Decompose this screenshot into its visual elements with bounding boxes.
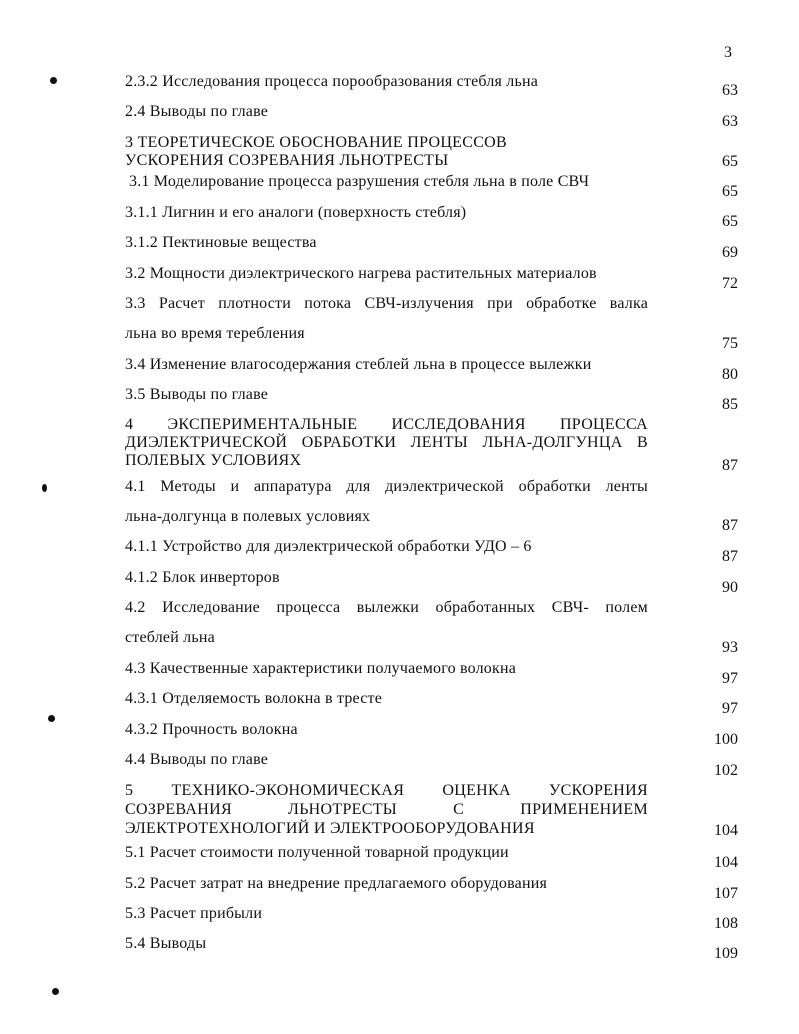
toc-entry-5-1: 5.1 Расчет стоимости полученной товарной продукции xyxy=(125,844,509,861)
toc-chapter-4-title: 4 ЭКСПЕРИМЕНТАЛЬНЫЕ ИССЛЕДОВАНИЯ ПРОЦЕССА xyxy=(125,416,648,433)
toc-page-4-4: 102 xyxy=(714,762,738,779)
toc-entry-3-1-1: 3.1.1 Лигнин и его аналоги (поверхность стебля) xyxy=(125,204,467,221)
toc-entry-3-2: 3.2 Мощности диэлектрического нагрева растительных материалов xyxy=(125,265,597,282)
toc-entry-5-4: 5.4 Выводы xyxy=(125,935,207,952)
toc-entry-4-1-1: 4.1.1 Устройство для диэлектрической обработки УДО – 6 xyxy=(125,538,532,555)
toc-page-4: 87 xyxy=(722,457,738,474)
toc-page-3-1: 65 xyxy=(722,183,738,200)
toc-page-2-3-2: 63 xyxy=(722,82,738,99)
toc-chapter-3-title: 3 ТЕОРЕТИЧЕСКОЕ ОБОСНОВАНИЕ ПРОЦЕССОВ xyxy=(125,134,508,151)
toc-entry-3-1: 3.1 Моделирование процесса разрушения стебля льна в поле СВЧ xyxy=(129,173,590,190)
toc-entry-4-2: 4.2 Исследование процесса вылежки обработанных СВЧ- полем xyxy=(125,599,648,616)
toc-page-3-1-1: 65 xyxy=(722,213,738,230)
page-number: 3 xyxy=(724,44,732,61)
toc-entry-5-2: 5.2 Расчет затрат на внедрение предлагаемого оборудования xyxy=(125,875,548,892)
toc-entry-3-4: 3.4 Изменение влагосодержания стеблей льна в процессе вылежки xyxy=(125,356,592,373)
toc-entry-4-2: стеблей льна xyxy=(125,629,215,646)
binding-hole-mark xyxy=(48,715,55,722)
toc-chapter-3-title: УСКОРЕНИЯ СОЗРЕВАНИЯ ЛЬНОТРЕСТЫ xyxy=(125,152,449,169)
toc-entry-3-3: льна во время теребления xyxy=(125,325,305,342)
toc-page-4-3-1: 97 xyxy=(722,700,738,717)
toc-page-4-1-2: 90 xyxy=(722,579,738,596)
toc-entry-4-3-1: 4.3.1 Отделяемость волокна в тресте xyxy=(125,690,383,707)
toc-page-4-2: 93 xyxy=(722,639,738,656)
toc-chapter-5-title: СОЗРЕВАНИЯ ЛЬНОТРЕСТЫ С ПРИМЕНЕНИЕМ xyxy=(125,801,648,818)
toc-entry-2-3-2: 2.3.2 Исследования процесса порообразования стебля льна xyxy=(125,73,539,90)
binding-hole-mark xyxy=(42,484,47,492)
toc-entry-5-3: 5.3 Расчет прибыли xyxy=(125,905,263,922)
toc-entry-3-1-2: 3.1.2 Пектиновые вещества xyxy=(125,234,317,251)
toc-page-4-1: 87 xyxy=(722,517,738,534)
toc-page-5-2: 107 xyxy=(714,885,738,902)
toc-chapter-5-title: 5 ТЕХНИКО-ЭКОНОМИЧЕСКАЯ ОЦЕНКА УСКОРЕНИЯ xyxy=(125,782,648,799)
toc-entry-4-4: 4.4 Выводы по главе xyxy=(125,751,269,768)
toc-entry-4-1: 4.1 Методы и аппаратура для диэлектрической обработки ленты xyxy=(125,478,648,495)
toc-page-4-1-1: 87 xyxy=(722,548,738,565)
toc-page-3-1-2: 69 xyxy=(722,244,738,261)
binding-hole-mark xyxy=(50,77,57,84)
toc-page-3-5: 85 xyxy=(722,396,738,413)
toc-chapter-4-title: ПОЛЕВЫХ УСЛОВИЯХ xyxy=(125,452,302,469)
toc-page-3-3: 75 xyxy=(722,335,738,352)
toc-entry-4-3: 4.3 Качественные характеристики получаемого волокна xyxy=(125,660,517,677)
toc-page-3-4: 80 xyxy=(722,366,738,383)
toc-chapter-5-title: ЭЛЕКТРОТЕХНОЛОГИЙ И ЭЛЕКТРООБОРУДОВАНИЯ xyxy=(125,820,535,837)
toc-page-2-4: 63 xyxy=(722,113,738,130)
toc-entry-4-1-2: 4.1.2 Блок инверторов xyxy=(125,569,280,586)
toc-page-5-4: 109 xyxy=(714,945,738,962)
toc-entry-4-3-2: 4.3.2 Прочность волокна xyxy=(125,721,298,738)
toc-page-5-1: 104 xyxy=(714,854,738,871)
toc-chapter-4-title: ДИЭЛЕКТРИЧЕСКОЙ ОБРАБОТКИ ЛЕНТЫ ЛЬНА-ДОЛГУНЦА В xyxy=(125,434,648,451)
toc-page-3-2: 72 xyxy=(722,275,738,292)
toc-page-5-3: 108 xyxy=(714,915,738,932)
toc-entry-4-1: льна-долгунца в полевых условиях xyxy=(125,508,371,525)
toc-entry-3-3: 3.3 Расчет плотности потока СВЧ-излучения при обработке валка xyxy=(125,295,648,312)
toc-page-5: 104 xyxy=(714,822,738,839)
toc-page-4-3: 97 xyxy=(722,670,738,687)
toc-entry-3-5: 3.5 Выводы по главе xyxy=(125,386,269,403)
toc-page-3: 65 xyxy=(722,153,738,170)
toc-entry-2-4: 2.4 Выводы по главе xyxy=(125,103,269,120)
toc-page-4-3-2: 100 xyxy=(714,731,738,748)
binding-hole-mark xyxy=(52,988,59,995)
